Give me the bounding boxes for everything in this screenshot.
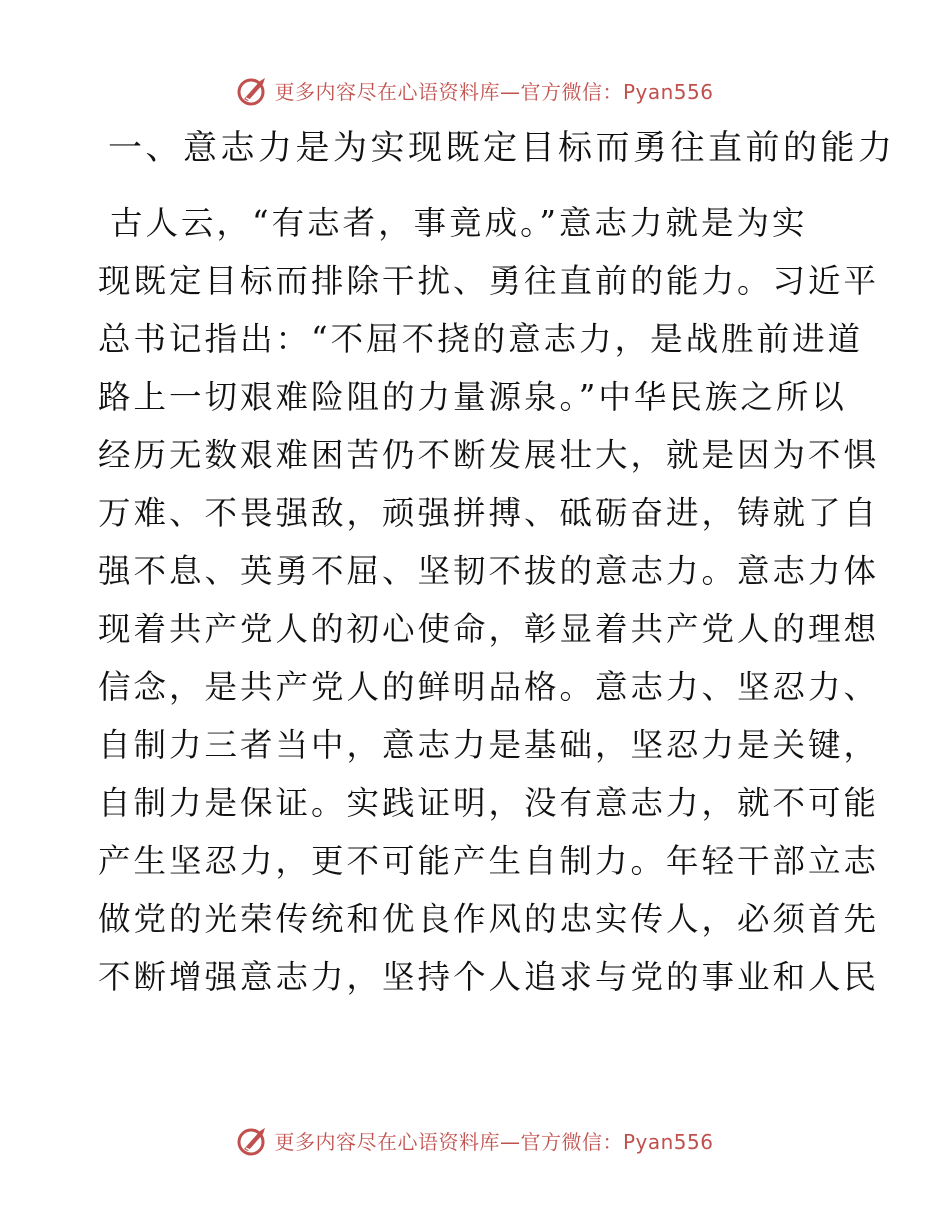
footer-banner-text: 更多内容尽在心语资料库—官方微信：Pyan556 — [274, 1129, 714, 1154]
text-line: 古人云，“有志者，事竟成。”意志力就是为实 — [110, 204, 808, 242]
header-banner — [0, 72, 950, 108]
text-line: 自制力是保证。实践证明，没有意志力，就不可能 — [98, 784, 880, 822]
text-line: 路上一切艰难险阻的力量源泉。”中华民族之所以 — [98, 378, 847, 416]
text-line: 总书记指出：“不屈不挠的意志力，是战胜前进道 — [98, 320, 864, 358]
text-line: 产生坚忍力，更不可能产生自制力。年轻干部立志 — [98, 842, 880, 880]
pen-logo-icon — [236, 1123, 270, 1157]
section-heading: 一、意志力是为实现既定目标而勇往直前的能力 — [108, 128, 896, 168]
text-line: 不断增强意志力，坚持个人追求与党的事业和人民 — [98, 958, 880, 996]
text-line: 信念，是共产党人的鲜明品格。意志力、坚忍力、 — [98, 668, 880, 706]
text-line: 现既定目标而排除干扰、勇往直前的能力。习近平 — [98, 262, 880, 300]
footer-banner — [0, 1122, 950, 1158]
body-paragraph — [98, 194, 880, 1006]
text-line: 经历无数艰难困苦仍不断发展壮大，就是因为不惧 — [98, 436, 880, 474]
text-line: 万难、不畏强敌，顽强拼搏、砥砺奋进，铸就了自 — [98, 494, 880, 532]
pen-logo-icon — [236, 73, 270, 107]
text-line: 强不息、英勇不屈、坚韧不拔的意志力。意志力体 — [98, 552, 880, 590]
header-banner-text: 更多内容尽在心语资料库—官方微信：Pyan556 — [274, 79, 714, 104]
text-line: 做党的光荣传统和优良作风的忠实传人，必须首先 — [98, 900, 880, 938]
text-line: 自制力三者当中，意志力是基础，坚忍力是关键， — [98, 726, 880, 764]
text-line: 现着共产党人的初心使命，彰显着共产党人的理想 — [98, 610, 880, 648]
